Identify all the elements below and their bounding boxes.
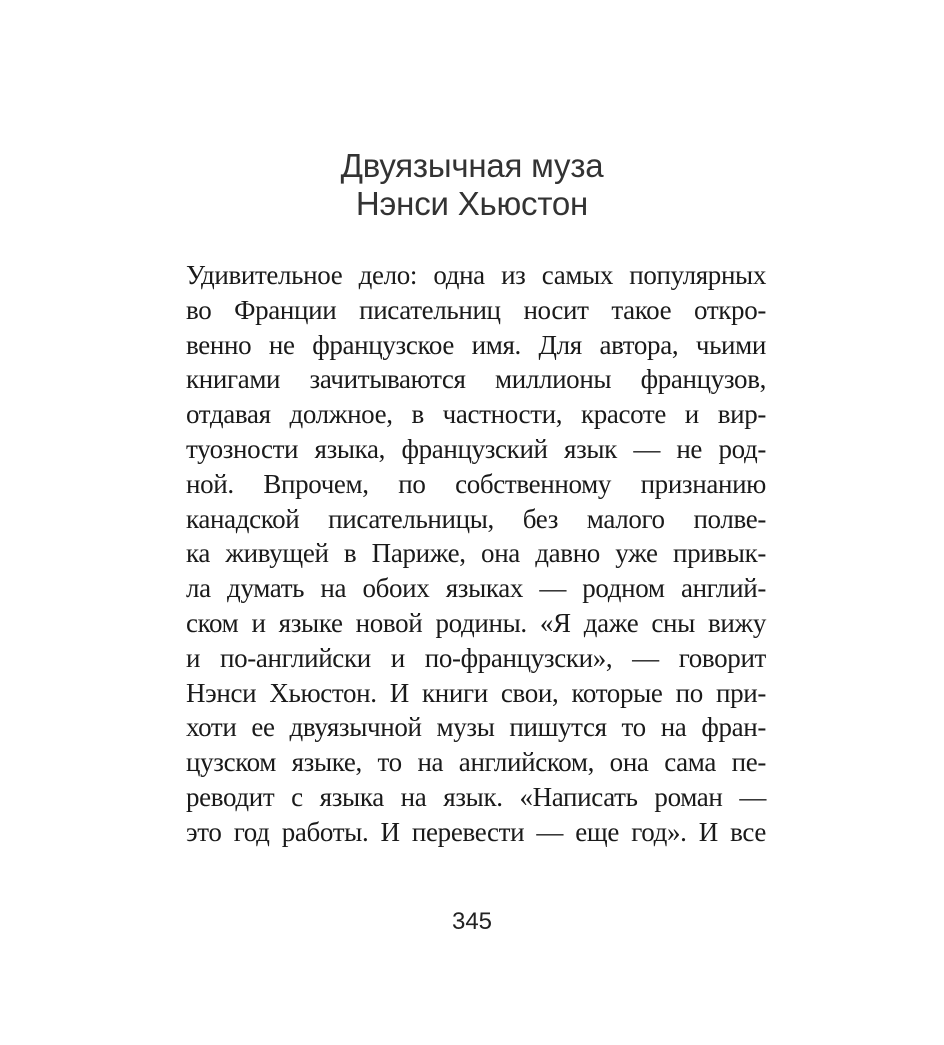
chapter-title-line-2: Нэнси Хьюстон [355,185,589,222]
text-line: книгами зачитываются миллионы французов, [186,364,766,395]
text-line: реводит с языка на язык. «Написать роман — [186,781,766,812]
body-paragraph [186,258,766,850]
text-line: ла думать на обоих языках — родном англий- [186,573,766,604]
text-line: туозности языка, французский язык — не род- [186,433,766,464]
text-line: венно не французское имя. Для автора, чьими [186,329,766,360]
text-line: Нэнси Хьюстон. И книги свои, которые по при- [186,677,766,708]
text-line: и по-английски и по-французски», — говорит [186,642,766,673]
chapter-title-line-1: Двуязычная муза [340,147,604,184]
text-line: канадской писательницы, без малого полве- [186,503,766,534]
text-line: ском и языке новой родины. «Я даже сны вижу [186,607,766,638]
text-line: ной. Впрочем, по собственному признанию [186,468,766,499]
text-line: отдавая должное, в частности, красоте и вир- [186,399,766,430]
text-line: хоти ее двуязычной музы пишутся то на фран- [186,712,766,743]
text-line: Удивительное дело: одна из самых популярных [186,260,766,290]
text-line: во Франции писательниц носит такое откро- [186,294,766,325]
text-line: это год работы. И перевести — еще год». И все [186,816,766,847]
text-line: ка живущей в Париже, она давно уже привык- [186,538,766,569]
page-number: 345 [451,908,493,935]
text-line: цузском языке, то на английском, она сама пе- [186,747,766,778]
